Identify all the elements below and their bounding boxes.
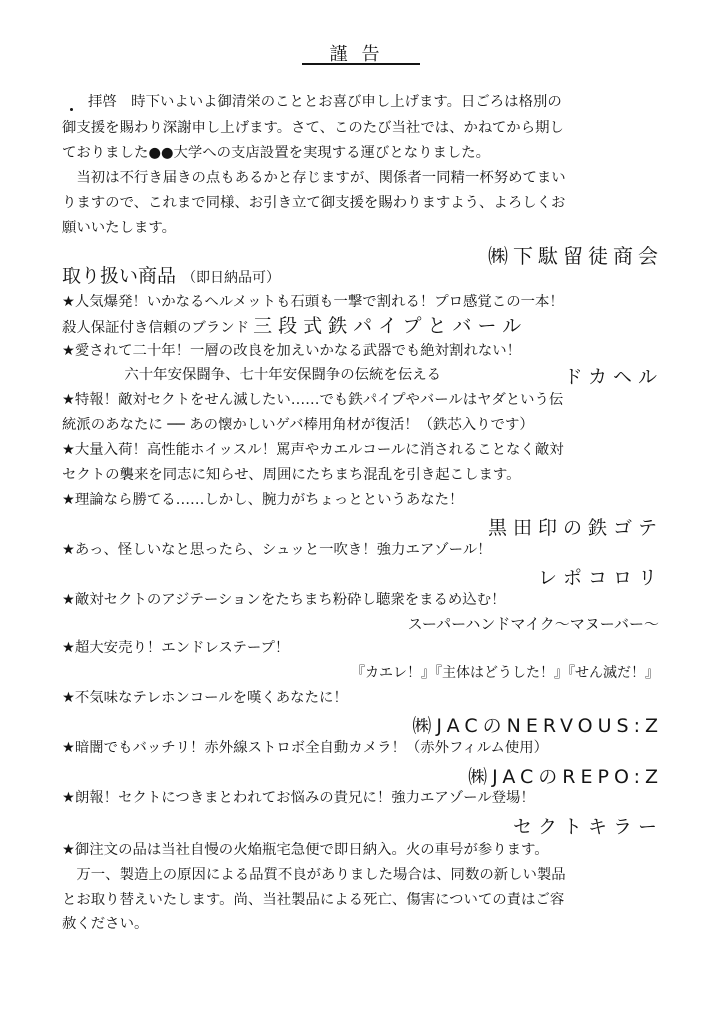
product-brand: 『カエレ！』『主体はどうした！』『せん滅だ！』 (351, 665, 659, 681)
product-line: ★理論なら勝てる……しかし、腕力がちょっとというあなた！ (62, 492, 464, 508)
product-brand: 黒田印の鉄ゴテ (487, 517, 663, 539)
product-brand: レポコロリ (537, 567, 663, 589)
product-line: ★超大安売り！エンドレステープ！ (62, 640, 290, 656)
closing-line: 赦ください。 (62, 916, 149, 932)
product-line: ★あっ、怪しいなと思ったら、シュッと一吹き！強力エアゾール！ (62, 542, 492, 558)
greeting-line: りますので、これまで同様、お引き立て御支援を賜わりますよう、よろしくお (62, 195, 566, 211)
products-heading-title: 取り扱い商品 (62, 265, 177, 287)
product-line: ★人気爆発！いかなるヘルメットも石頭も一撃で割れる！プロ感覚この一本！ (62, 294, 564, 310)
notice-title: 謹告 (329, 44, 394, 65)
greeting-line: 御支援を賜わり深謝申し上げます。さて、このたび当社では、かねてから期し (62, 120, 564, 136)
product-line: ★不気味なテレホンコールを嘆くあなたに！ (62, 690, 348, 706)
print-speckle (70, 108, 73, 111)
products-heading (62, 266, 280, 288)
product-line: 六十年安保闘争、七十年安保闘争の伝統を伝える (110, 367, 441, 383)
product-brand: ドカヘル (563, 366, 663, 388)
product-brand: スーパーハンドマイク～マヌーバー～ (407, 615, 659, 633)
product-line: ★特報！敵対セクトをせん滅したい……でも鉄パイプやバールはヤダという伝 (62, 392, 564, 408)
closing-line: とお取り替えいたします。尚、当社製品による死亡、傷害についての責はご容 (62, 892, 565, 908)
greeting-line: 当初は不行き届きの点もあるかと存じますが、関係者一同精一杯努めてまい (62, 170, 566, 186)
title-underline (302, 63, 420, 65)
product-line-text: 殺人保証付き信頼のブランド (62, 320, 250, 336)
product-line: 統派のあなたに ── あの懐かしいゲバ棒用角材が復活！（鉄芯入りです） (62, 417, 534, 433)
company-name: ㈱下駄留徒商会 (488, 244, 663, 268)
closing-line: ★御注文の品は当社自慢の火焔瓶宅急便で即日納入。火の車号が参ります。 (62, 842, 549, 858)
products-heading-note: （即日納品可） (182, 270, 281, 286)
product-brand: 三段式鉄パイプとバール (253, 315, 528, 337)
product-line: ★朗報！セクトにつきまとわれてお悩みの貴兄に！強力エアゾール登場！ (62, 790, 535, 806)
product-line: ★敵対セクトのアジテーションをたちまち粉砕し聴衆をまるめ込む！ (62, 592, 506, 608)
greeting-line: ておりました●●大学への支店設置を実現する運びとなりました。 (62, 145, 491, 161)
product-line: セクトの襲来を同志に知らせ、周囲にたちまち混乱を引き起こします。 (62, 467, 521, 483)
product-brand: セクトキラー (512, 816, 663, 838)
greeting-line: 拝啓 時下いよいよ御清栄のこととお喜び申し上げます。日ごろは格別の (88, 94, 562, 110)
product-line: ★大量入荷！高性能ホイッスル！罵声やカエルコールに消されることなく敵対 (62, 442, 564, 458)
product-brand: ㈱JACのNERVOUS:Z (412, 715, 663, 737)
greeting-line: 願いいたします。 (62, 220, 176, 236)
product-line: ★暗闇でもバッチリ！赤外線ストロボ全自動カメラ！（赤外フィルム使用） (62, 740, 549, 756)
product-line: ★愛されて二十年！一層の改良を加えいかなる武器でも絶対割れない！ (62, 343, 522, 359)
product-line (62, 316, 531, 338)
product-brand: ㈱JACのREPO:Z (468, 766, 663, 788)
closing-line: 万一、製造上の原因による品質不良がありました場合は、同数の新しい製品 (62, 867, 566, 883)
